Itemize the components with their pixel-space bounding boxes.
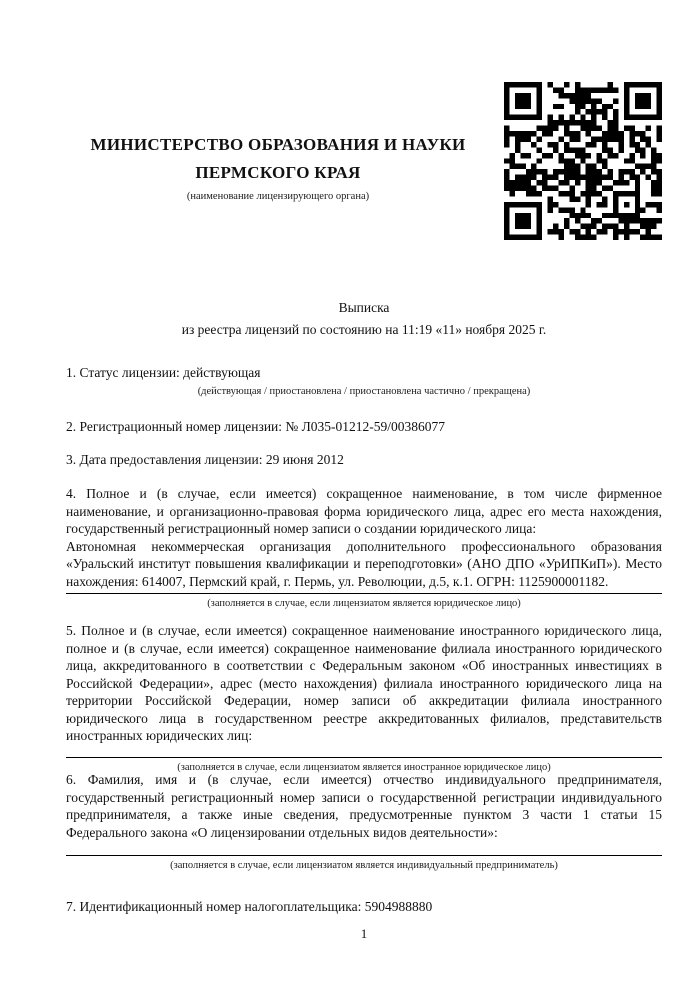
field-legal-entity-intro: 4. Полное и (в случае, если имеется) сокращенное наименование, в том числе фирменное наименование, и организационно-правовая форма юридического лица, адрес его места нахождения, государственный регистрационный номер записи о создании юридического лица: bbox=[66, 486, 662, 536]
field-inn bbox=[66, 898, 662, 916]
field-individual-entrepreneur-note: (заполняется в случае, если лицензиатом является индивидуальный предприниматель) bbox=[170, 860, 558, 871]
field-legal-entity bbox=[66, 485, 662, 610]
field-license-status-note: (действующая / приостановлена / приостановлена частично / прекращена) bbox=[197, 385, 531, 397]
ministry-name-line2: ПЕРМСКОГО КРАЯ bbox=[195, 163, 361, 182]
field-registration-number-text: 2. Регистрационный номер лицензии: № Л035-01212-59/00386077 bbox=[66, 419, 446, 434]
document-title bbox=[66, 297, 662, 341]
fill-line bbox=[66, 757, 662, 758]
fill-line bbox=[66, 855, 662, 856]
field-license-status-text: 1. Статус лицензии: действующая bbox=[66, 365, 261, 380]
qr-code-icon bbox=[504, 82, 662, 240]
field-inn-text: 7. Идентификационный номер налогоплательщика: 5904988880 bbox=[66, 899, 433, 914]
field-grant-date bbox=[66, 451, 662, 469]
ministry-header bbox=[66, 131, 490, 203]
fill-line bbox=[66, 593, 662, 594]
document-title-line1: Выписка bbox=[338, 300, 390, 315]
ministry-note: (наименование лицензирующего органа) bbox=[186, 191, 370, 202]
field-license-status bbox=[66, 364, 662, 398]
field-legal-entity-value: Автономная некоммерческая организация дополнительного профессионального образования «Уральский институт повышения квалификации и переподготовки» (АНО ДПО «УрИПКиП»). Место нахождения: 614007, Пермский край, г. Пермь, ул. Революции, д.5, к.1. ОГРН: 1125900001182. bbox=[66, 538, 662, 589]
page-number: 1 bbox=[360, 926, 368, 941]
field-grant-date-text: 3. Дата предоставления лицензии: 29 июня 2012 bbox=[66, 452, 344, 467]
ministry-name-line1: МИНИСТЕРСТВО ОБРАЗОВАНИЯ И НАУКИ bbox=[90, 135, 466, 154]
field-foreign-entity-note: (заполняется в случае, если лицензиатом является иностранное юридическое лицо) bbox=[177, 761, 551, 773]
field-individual-entrepreneur bbox=[66, 771, 662, 872]
field-individual-entrepreneur-intro: 6. Фамилия, имя и (в случае, если имеется) отчество индивидуального предпринимателя, государственный регистрационный номер записи о государственной регистрации индивидуального предпринимателя, а также иные сведения, предусмотренные пунктом 3 части 1 статьи 15 Федерального закона «О лицензировании отдельных видов деятельности»: bbox=[66, 772, 662, 840]
field-legal-entity-note: (заполняется в случае, если лицензиатом является юридическое лицо) bbox=[207, 598, 521, 609]
field-foreign-entity bbox=[66, 622, 662, 774]
field-foreign-entity-intro: 5. Полное и (в случае, если имеется) сокращенное наименование иностранного юридического лица, полное и (в случае, если имеется) сокращенное наименование филиала иностранного юридического лица, аккредитованного в соответствии с Федеральным законом «Об иностранных инвестициях в Российской Федерации», адрес (место нахождения) филиала иностранного юридического лица на территории Российской Федерации, номер записи об аккредитации филиала иностранного юридического лица в государственном реестре аккредитованных филиалов, представительств иностранных юридических лиц: bbox=[66, 623, 662, 743]
document-title-line2: из реестра лицензий по состоянию на 11:19 «11» ноября 2025 г. bbox=[181, 322, 547, 337]
field-registration-number bbox=[66, 418, 662, 436]
